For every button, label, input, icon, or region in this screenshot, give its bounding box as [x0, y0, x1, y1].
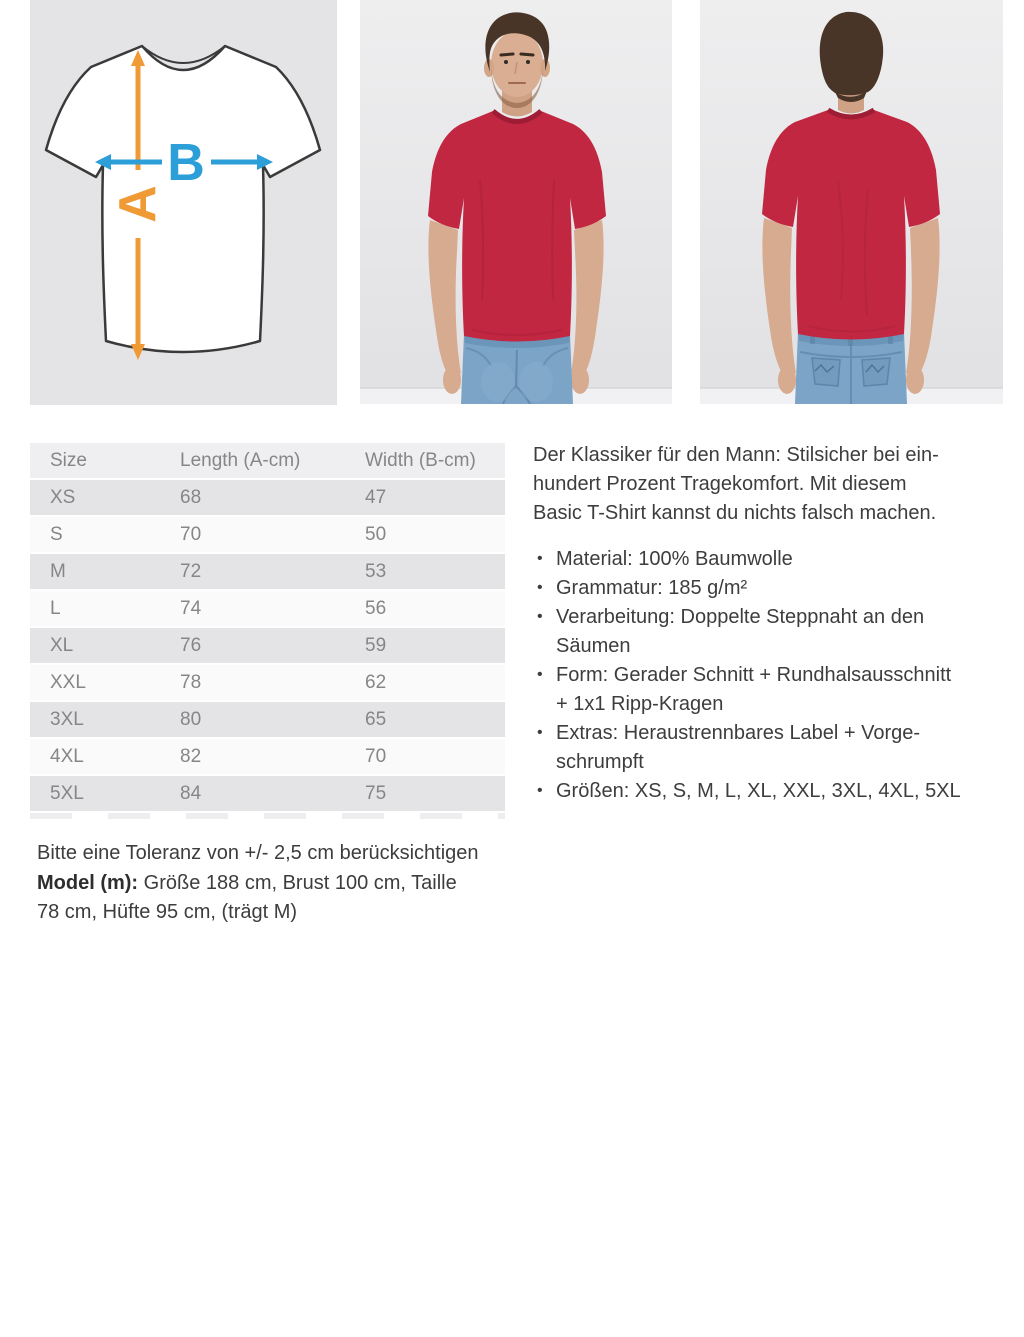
width-cell: 56 — [365, 597, 387, 619]
size-table — [30, 443, 505, 819]
description-intro — [533, 441, 1005, 528]
model-front-illustration — [360, 0, 672, 404]
intro-line: hundert Prozent Tragekomfort. Mit diesem — [533, 473, 907, 495]
model-label: Model (m): — [37, 871, 139, 894]
size-cell: S — [50, 523, 63, 545]
table-row-xs — [30, 480, 505, 515]
size-cell: 3XL — [50, 708, 84, 730]
size-diagram-image[interactable] — [30, 0, 337, 405]
spec-bullet-grammatur: • Grammatur: 185 g/m² — [533, 574, 1005, 603]
table-row-5xl — [30, 776, 505, 811]
intro-line: Der Klassiker für den Mann: Stilsicher bei ein- — [533, 444, 939, 466]
model-back-illustration — [700, 0, 1003, 404]
header-length: Length (A-cm) — [180, 449, 301, 471]
width-cell: 50 — [365, 523, 387, 545]
table-row-4xl — [30, 739, 505, 774]
width-cell: 70 — [365, 745, 387, 767]
spec-bullet-list — [533, 545, 1005, 806]
label-b: B — [167, 134, 205, 192]
length-cell: 70 — [180, 523, 202, 545]
right-eye — [526, 60, 530, 64]
left-hand — [778, 366, 796, 394]
jeans-wash-right — [519, 362, 553, 402]
table-row-xxl — [30, 665, 505, 700]
bullet-dot: • — [537, 579, 543, 596]
product-photo-back[interactable] — [700, 0, 1003, 404]
right-hand — [571, 366, 589, 394]
measurement-notes — [37, 839, 527, 928]
hair-back — [820, 12, 883, 95]
spec-bullet-material: • Material: 100% Baumwolle — [533, 545, 1005, 574]
width-cell: 62 — [365, 671, 387, 693]
width-cell: 59 — [365, 634, 387, 656]
length-cell: 82 — [180, 745, 202, 767]
length-cell: 84 — [180, 782, 202, 804]
header-size: Size — [50, 449, 87, 471]
model-info-rest: Größe 188 cm, Brust 100 cm, Taille — [138, 871, 457, 894]
back-pocket-left — [812, 358, 840, 386]
length-cell: 80 — [180, 708, 202, 730]
right-hand — [906, 366, 924, 394]
table-row-3xl — [30, 702, 505, 737]
bullet-dot: • — [537, 666, 543, 683]
product-description — [533, 441, 1005, 806]
size-cell: XL — [50, 634, 74, 656]
tolerance-note: Bitte eine Toleranz von +/- 2,5 cm berücksichtigen — [37, 842, 479, 864]
length-cell: 72 — [180, 560, 202, 582]
model-info-line2: 78 cm, Hüfte 95 cm, (trägt M) — [37, 901, 298, 923]
spec-bullet-groessen: • Größen: XS, S, M, L, XL, XXL, 3XL, 4XL, 5XL — [533, 777, 1005, 806]
width-cell: 65 — [365, 708, 387, 730]
size-cell: XXL — [50, 671, 86, 693]
table-row-xl — [30, 628, 505, 663]
spec-bullet-form: • Form: Gerader Schnitt + Rundhalsausschnitt + 1x1 Ripp-Kragen — [533, 661, 1005, 719]
model-info-line1 — [37, 869, 527, 899]
size-cell: 4XL — [50, 745, 84, 767]
size-cell: M — [50, 560, 66, 582]
tshirt-measurement-diagram — [30, 0, 337, 405]
spec-bullet-verarbeitung: • Verarbeitung: Doppelte Steppnaht an den Säumen — [533, 603, 1005, 661]
bullet-dot: • — [537, 550, 543, 567]
size-cell: XS — [50, 486, 76, 508]
table-row-s — [30, 517, 505, 552]
size-cell: 5XL — [50, 782, 84, 804]
header-width: Width (B-cm) — [365, 449, 476, 471]
product-photo-front[interactable] — [360, 0, 672, 404]
length-cell: 76 — [180, 634, 202, 656]
width-cell: 47 — [365, 486, 387, 508]
intro-line: Basic T-Shirt kannst du nichts falsch machen. — [533, 502, 937, 524]
bullet-dot: • — [537, 724, 543, 741]
bullet-dot: • — [537, 782, 543, 799]
width-cell: 53 — [365, 560, 387, 582]
length-cell: 68 — [180, 486, 202, 508]
table-cropped-row-artifact — [30, 813, 505, 819]
bullet-dot: • — [537, 608, 543, 625]
table-row-m — [30, 554, 505, 589]
jeans-wash-left — [481, 362, 515, 402]
left-eye — [504, 60, 508, 64]
table-row-l — [30, 591, 505, 626]
label-a: A — [109, 185, 167, 223]
spec-bullet-extras: • Extras: Heraustrennbares Label + Vorge- schrumpft — [533, 719, 1005, 777]
width-cell: 75 — [365, 782, 387, 804]
length-cell: 74 — [180, 597, 202, 619]
table-header-row — [30, 443, 505, 478]
size-cell: L — [50, 597, 61, 619]
left-hand — [443, 366, 461, 394]
length-cell: 78 — [180, 671, 202, 693]
